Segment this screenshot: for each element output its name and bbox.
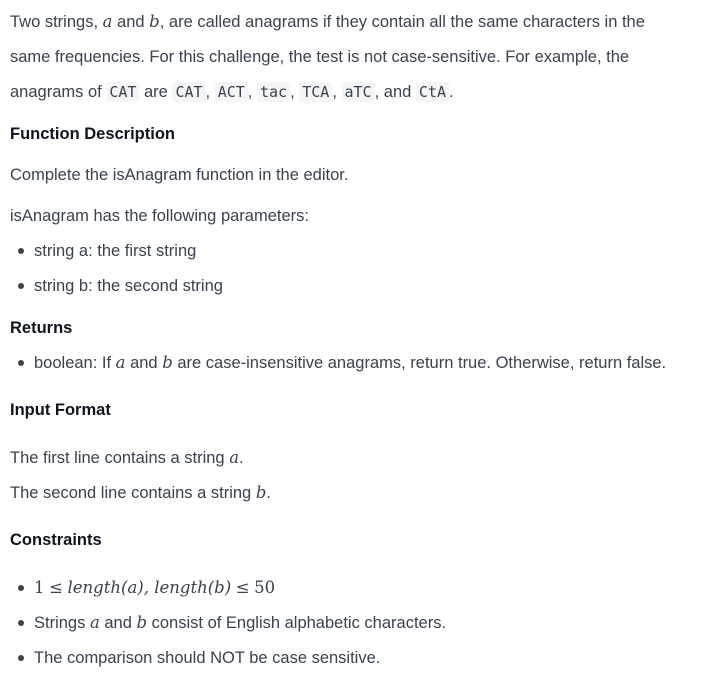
code-example: CAT bbox=[106, 82, 139, 102]
param-a: string a: the first string bbox=[34, 242, 197, 260]
intro-line-1: Two strings, a and b, are called anagrams if they contain all the same characters in the bbox=[10, 12, 645, 31]
code-example: CtA bbox=[416, 82, 449, 102]
code-example: TCA bbox=[299, 82, 332, 102]
returns-item: boolean: If a and b are case-insensitive anagrams, return true. Otherwise, return false. bbox=[34, 353, 667, 372]
constraints-heading: Constraints bbox=[10, 531, 102, 549]
constraint-length: 1 ≤ length(a), length(b) ≤ 50 bbox=[34, 578, 276, 597]
input-format-line-1: The first line contains a string a. bbox=[10, 448, 244, 467]
math-a: a bbox=[229, 448, 240, 467]
math-a: a bbox=[115, 353, 126, 372]
math-b: b bbox=[149, 12, 160, 31]
param-b: string b: the second string bbox=[34, 277, 223, 295]
bullet-icon bbox=[18, 620, 24, 626]
math-a: a bbox=[102, 12, 113, 31]
bullet-icon bbox=[18, 283, 24, 289]
code-example: ACT bbox=[215, 82, 248, 102]
bullet-icon bbox=[18, 248, 24, 254]
params-intro: isAnagram has the following parameters: bbox=[10, 207, 309, 225]
intro-line-3: anagrams of CAT are CAT , ACT , tac , TCA , aTC , and CtA . bbox=[10, 83, 454, 101]
input-format-line-2: The second line contains a string b. bbox=[10, 483, 271, 502]
bullet-icon bbox=[18, 655, 24, 661]
math-b: b bbox=[136, 613, 148, 632]
bullet-icon bbox=[18, 585, 24, 591]
function-description-heading: Function Description bbox=[10, 125, 175, 143]
code-example: tac bbox=[257, 82, 290, 102]
function-description-text: Complete the isAnagram function in the editor. bbox=[10, 166, 349, 184]
constraint-alphabetic: Strings a and b consist of English alphabetic characters. bbox=[34, 613, 447, 632]
math-b: b bbox=[162, 353, 173, 372]
code-example: CAT bbox=[172, 82, 205, 102]
constraint-case: The comparison should NOT be case sensitive. bbox=[34, 649, 381, 667]
bullet-icon bbox=[18, 360, 24, 366]
code-example: aTC bbox=[342, 82, 375, 102]
intro-line-2: same frequencies. For this challenge, the test is not case-sensitive. For example, the bbox=[10, 48, 630, 66]
returns-heading: Returns bbox=[10, 319, 73, 337]
math-a: a bbox=[89, 613, 100, 632]
input-format-heading: Input Format bbox=[10, 401, 111, 419]
math-b: b bbox=[255, 483, 267, 502]
